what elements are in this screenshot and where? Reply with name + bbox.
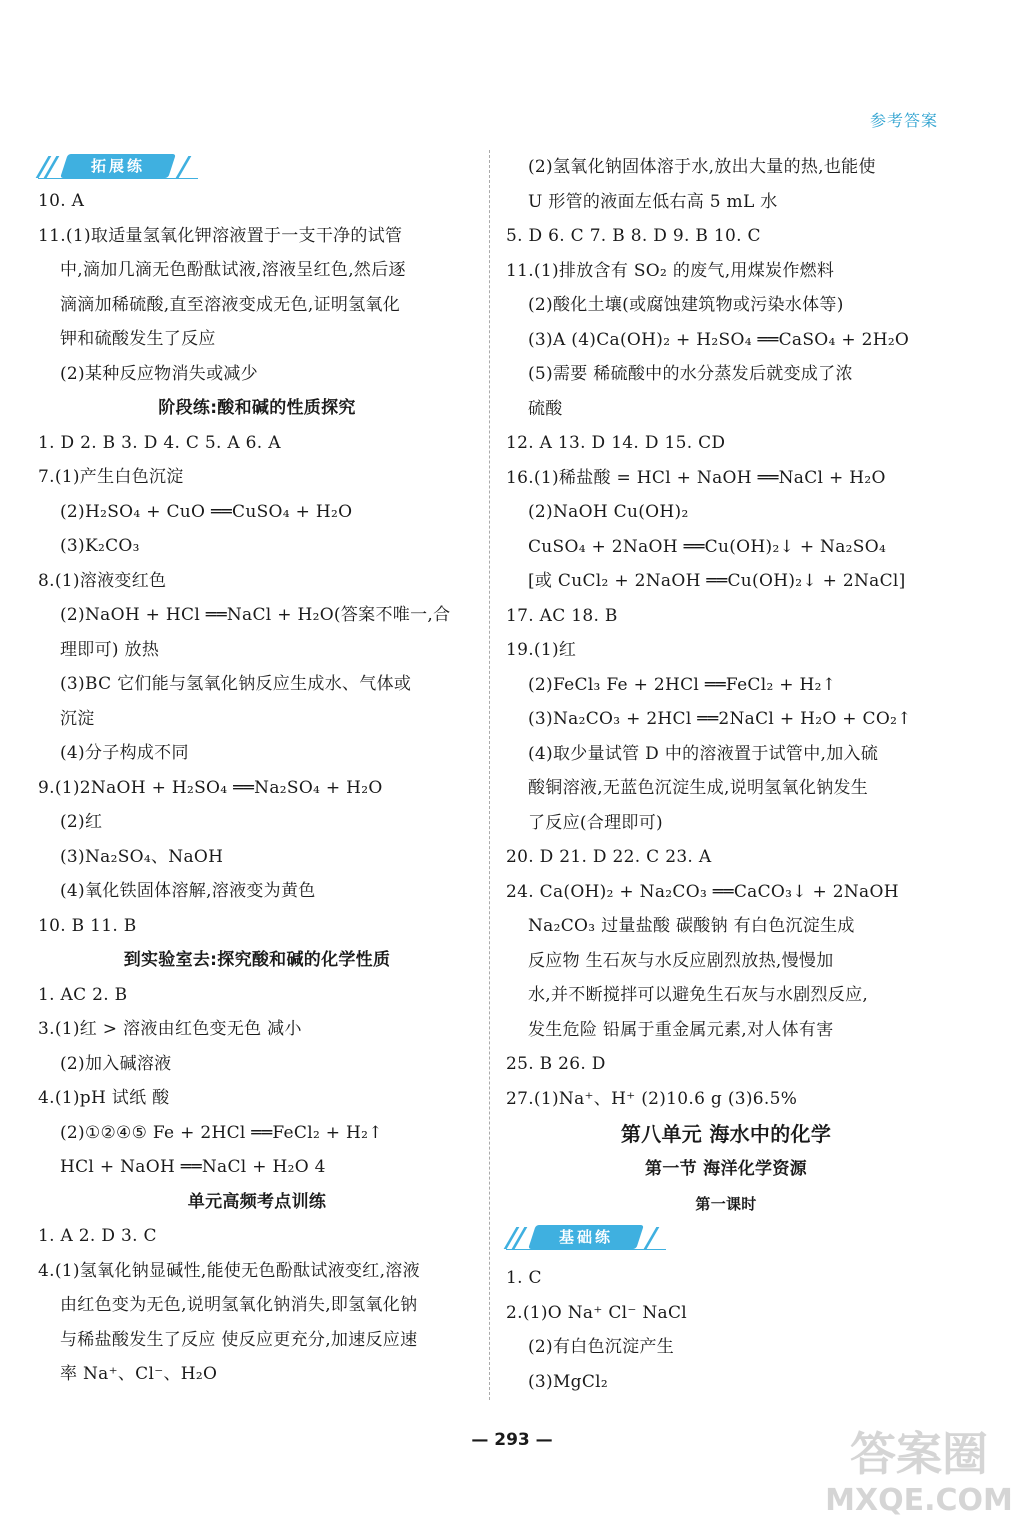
- answer-line: 钾和硫酸发生了反应: [60, 329, 216, 349]
- answer-line: 7.(1)产生白色沉淀: [38, 467, 184, 487]
- section-heading: 单元高频考点训练: [187, 1191, 327, 1212]
- right-answer-lines-bottom: [506, 1261, 946, 1399]
- answer-line: (2)酸化土壤(或腐蚀建筑物或污染水体等): [528, 295, 844, 315]
- answer-line: (4)分子构成不同: [60, 743, 189, 763]
- answer-line: 1. A 2. D 3. C: [38, 1226, 157, 1246]
- answer-line: (2)①②④⑤ Fe + 2HCl ══FeCl₂ + H₂↑: [60, 1122, 383, 1143]
- answer-line: 5. D 6. C 7. B 8. D 9. B 10. C: [506, 226, 761, 246]
- left-answer-lines: [38, 184, 476, 1392]
- section-heading: 阶段练:酸和碱的性质探究: [158, 398, 356, 418]
- answer-line: HCl + NaOH ══NaCl + H₂O 4: [60, 1157, 326, 1177]
- answer-line: 4.(1)氢氧化钠显碱性,能使无色酚酞试液变红,溶液: [38, 1260, 420, 1281]
- answer-line: 2.(1)O Na⁺ Cl⁻ NaCl: [506, 1302, 688, 1323]
- answer-line: (2)FeCl₃ Fe + 2HCl ══FeCl₂ + H₂↑: [528, 674, 837, 695]
- watermark-title: 答案圈: [850, 1427, 988, 1481]
- answer-line: (3)A (4)Ca(OH)₂ + H₂SO₄ ══CaSO₄ + 2H₂O: [528, 329, 910, 350]
- answer-line: 20. D 21. D 22. C 23. A: [506, 847, 712, 867]
- watermark-logo: [824, 1412, 1014, 1522]
- section-heading: 第八单元 海水中的化学: [620, 1122, 832, 1146]
- answer-line: (2)NaOH Cu(OH)₂: [528, 502, 689, 522]
- answer-line: (3)Na₂CO₃ + 2HCl ══2NaCl + H₂O + CO₂↑: [528, 709, 912, 729]
- badge-label: 拓展练: [90, 157, 145, 175]
- left-column: [38, 150, 476, 1392]
- answer-line: 了反应(合理即可): [528, 812, 663, 833]
- badge-slash-icon: [644, 1227, 660, 1249]
- answer-line: 中,滴加几滴无色酚酞试液,溶液呈红色,然后逐: [60, 260, 406, 280]
- column-divider: [489, 150, 490, 1400]
- section-badge-tuozhan: [38, 150, 476, 184]
- answer-line: (4)取少量试管 D 中的溶液置于试管中,加入硫: [528, 743, 879, 764]
- answer-line: 反应物 生石灰与水反应剧烈放热,慢慢加: [528, 950, 834, 971]
- answer-line: (2)氢氧化钠固体溶于水,放出大量的热,也能使: [528, 157, 876, 177]
- section-heading: 第一节 海洋化学资源: [645, 1159, 807, 1179]
- answer-line: 由红色变为无色,说明氢氧化钠消失,即氢氧化钠: [60, 1295, 418, 1315]
- answer-line: 11.(1)排放含有 SO₂ 的废气,用煤炭作燃料: [506, 260, 835, 281]
- answer-line: 1. D 2. B 3. D 4. C 5. A 6. A: [38, 432, 281, 453]
- answer-line: 沉淀: [60, 708, 95, 729]
- answer-line: (3)BC 它们能与氢氧化钠反应生成水、气体或: [60, 674, 412, 694]
- answer-line: Na₂CO₃ 过量盐酸 碳酸钠 有白色沉淀生成: [528, 916, 855, 936]
- badge-slash-icon: [176, 156, 192, 178]
- answer-line: [或 CuCl₂ + 2NaOH ══Cu(OH)₂↓ + 2NaCl]: [528, 571, 906, 591]
- answer-line: (2)加入碱溶液: [60, 1053, 172, 1074]
- answer-line: (4)氧化铁固体溶解,溶液变为黄色: [60, 881, 316, 901]
- badge-underline: [38, 178, 198, 179]
- answer-line: 酸铜溶液,无蓝色沉淀生成,说明氢氧化钠发生: [528, 778, 869, 798]
- badge-label: 基础练: [558, 1228, 613, 1246]
- answer-line: 11.(1)取适量氢氧化钾溶液置于一支干净的试管: [38, 225, 403, 246]
- answer-line: 25. B 26. D: [506, 1054, 606, 1074]
- answer-line: (5)需要 稀硫酸中的水分蒸发后就变成了浓: [528, 364, 853, 384]
- page-number: — 293 —: [471, 1430, 553, 1450]
- answer-line: U 形管的液面左低右高 5 mL 水: [528, 191, 778, 212]
- answer-line: 17. AC 18. B: [506, 605, 618, 626]
- answer-line: 理即可) 放热: [60, 639, 160, 660]
- answer-line: (2)NaOH + HCl ══NaCl + H₂O(答案不唯一,合: [60, 605, 451, 625]
- answer-line: 1. AC 2. B: [38, 984, 128, 1005]
- answer-line: 12. A 13. D 14. D 15. CD: [506, 433, 726, 453]
- answer-line: 与稀盐酸发生了反应 使反应更充分,加速反应速: [60, 1329, 418, 1350]
- answer-line: CuSO₄ + 2NaOH ══Cu(OH)₂↓ + Na₂SO₄: [528, 536, 887, 557]
- answer-line: (2)有白色沉淀产生: [528, 1337, 675, 1357]
- answer-line: (2)某种反应物消失或减少: [60, 363, 258, 384]
- answer-line: 滴滴加稀硫酸,直至溶液变成无色,证明氢氧化: [60, 294, 401, 315]
- answer-line: 硫酸: [528, 398, 563, 419]
- header-label: 参考答案: [869, 111, 938, 130]
- watermark-url: MXQE.COM: [825, 1483, 1013, 1518]
- answer-line: 3.(1)红 > 溶液由红色变无色 减小: [38, 1019, 302, 1039]
- section-heading: 到实验室去:探究酸和碱的化学性质: [123, 950, 391, 970]
- answer-line: 4.(1)pH 试纸 酸: [38, 1088, 170, 1108]
- answer-line: 19.(1)红: [506, 640, 577, 660]
- section-badge-jichu: [506, 1221, 946, 1261]
- right-column: [506, 150, 946, 1399]
- badge-underline: [506, 1249, 666, 1250]
- answer-line: 1. C: [506, 1268, 542, 1288]
- answer-line: 发生危险 铅属于重金属元素,对人体有害: [528, 1019, 834, 1040]
- answer-line: 水,并不断搅拌可以避免生石灰与水剧烈反应,: [528, 985, 869, 1005]
- answer-line: 率 Na⁺、Cl⁻、H₂O: [60, 1364, 218, 1384]
- answer-line: 8.(1)溶液变红色: [38, 570, 167, 591]
- answer-line: 16.(1)稀盐酸 = HCl + NaOH ══NaCl + H₂O: [506, 467, 886, 488]
- answer-line: (3)K₂CO₃: [60, 536, 140, 556]
- answer-line: 10. A: [38, 191, 85, 211]
- answer-line: (2)红: [60, 812, 103, 832]
- answer-line: (3)Na₂SO₄、NaOH: [60, 846, 224, 867]
- answer-line: 9.(1)2NaOH + H₂SO₄ ══Na₂SO₄ + H₂O: [38, 777, 383, 798]
- section-heading: 第一课时: [695, 1194, 757, 1213]
- answer-line: (2)H₂SO₄ + CuO ══CuSO₄ + H₂O: [60, 501, 353, 522]
- answer-line: 24. Ca(OH)₂ + Na₂CO₃ ══CaCO₃↓ + 2NaOH: [506, 881, 899, 902]
- answer-line: 10. B 11. B: [38, 915, 137, 936]
- right-answer-lines-top: [506, 150, 946, 1221]
- answer-line: 27.(1)Na⁺、H⁺ (2)10.6 g (3)6.5%: [506, 1088, 798, 1109]
- answer-line: (3)MgCl₂: [528, 1371, 609, 1392]
